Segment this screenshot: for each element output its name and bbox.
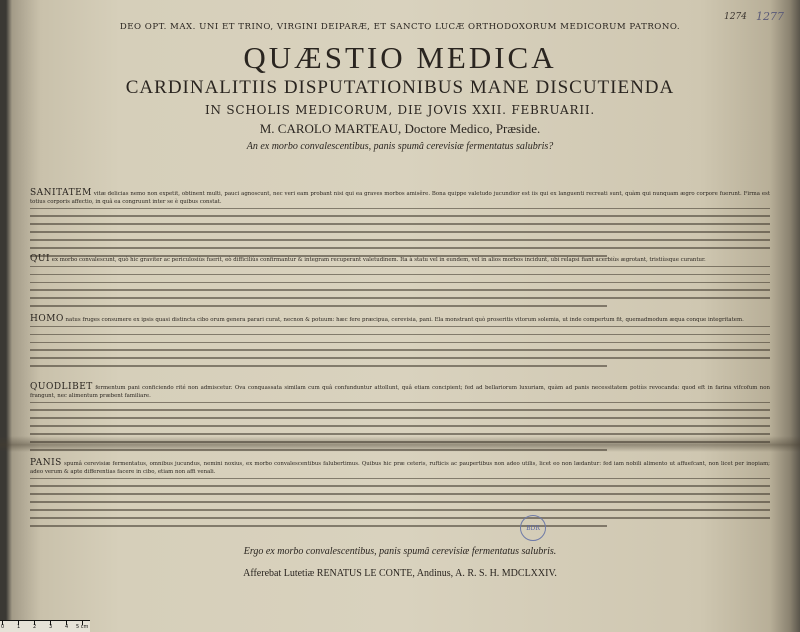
initial-word: SANITATEM bbox=[30, 188, 92, 198]
text-line bbox=[30, 342, 770, 344]
text-line bbox=[30, 417, 770, 419]
text-line bbox=[30, 305, 607, 307]
library-stamp: BDR bbox=[520, 515, 546, 541]
paragraph-4 bbox=[30, 384, 770, 457]
ruler-label: 3 bbox=[49, 624, 53, 630]
text-line bbox=[30, 517, 770, 519]
text-line bbox=[30, 274, 770, 276]
paragraph-text: fermentum pani conficiendo rité non admiscetur. Ova conquassata similam cum quâ confunduntur attollunt, quâ etiam concipient; fed ad bellariorum luxuriam, quàm ad panis necessitatem potiùs revocanda: quod eft in farina vifcofum non frangunt, nec alimentum præbent familiare. bbox=[30, 385, 770, 399]
text-line bbox=[30, 239, 770, 241]
text-line bbox=[30, 365, 607, 367]
paragraph-5 bbox=[30, 460, 770, 533]
place-date-line: IN SCHOLIS MEDICORUM, DIE JOVIS XXII. FEBRUARII. bbox=[204, 103, 596, 117]
conclusion-line: Ergo ex morbo convalescentibus, panis spumâ cerevisiæ fermentatus salubris. bbox=[243, 546, 557, 557]
paragraph-text: ex morbo convalescunt, quò hic graviter ac periculosiùs fuerit, eò difficiliùs confirmantur & integram recuperant valetudinem. Ita à statu vel in eundem, vel in alios morbos incidunt, ubi relapsi fiant acerbiùs ægrotant, tristiùsque curantur. bbox=[51, 257, 706, 263]
text-line bbox=[30, 266, 770, 268]
initial-word: HOMO bbox=[30, 314, 64, 324]
archive-number: 1277 bbox=[756, 10, 784, 23]
page-title: QUÆSTIO MEDICA bbox=[243, 40, 557, 75]
ruler-label: 0 bbox=[1, 624, 5, 630]
paragraph-text: natus fruges consumere ex ipsis quasi distincta cibo orum genera parari curat, necnon & potuum: hæc fere præcipua, cerevisia, pani. Ela monstrant quò proseritis vitorum solemia, ut inde compertum fit, quemadmodum æqua conque integritatem. bbox=[65, 317, 744, 323]
title-block bbox=[20, 22, 780, 152]
text-line bbox=[30, 501, 770, 503]
text-line bbox=[30, 247, 770, 249]
text-line bbox=[30, 282, 770, 284]
paragraph-3 bbox=[30, 316, 770, 373]
paragraph-2 bbox=[30, 256, 770, 313]
ruler-label: 2 bbox=[33, 624, 37, 630]
text-line bbox=[30, 289, 770, 291]
text-lines bbox=[30, 402, 770, 451]
text-line bbox=[30, 449, 607, 451]
text-line bbox=[30, 433, 770, 435]
text-line bbox=[30, 349, 770, 351]
text-lines bbox=[30, 208, 770, 257]
text-line bbox=[30, 231, 770, 233]
text-lines bbox=[30, 326, 770, 367]
ruler-label: 5 cm bbox=[76, 624, 89, 630]
text-line bbox=[30, 402, 770, 404]
text-line bbox=[30, 326, 770, 328]
text-line bbox=[30, 297, 770, 299]
text-line bbox=[30, 485, 770, 487]
text-lines bbox=[30, 478, 770, 527]
text-line bbox=[30, 334, 770, 336]
dedication-line: DEO OPT. MAX. UNI ET TRINO, VIRGINI DEIPARÆ, ET SANCTO LUCÆ ORTHODOXORUM MEDICORUM PATRONO. bbox=[119, 22, 681, 32]
paragraph-text: spumâ cerevisiæ fermentatus, omnibus jucundus, nemini noxius, ex morbo convalescentibus falubertimus. Quibus hic præ ceteris, rufticis ac paupertibus non adeo utilis, licet eo non lædantur: fed iam nobili alimento ut affuefcant, non licet per inopiam; adeo verum & apte differentias facere in cibo, etiam non affi venali. bbox=[30, 461, 770, 475]
initial-word: PANIS bbox=[30, 458, 62, 468]
assertion-line: Afferebat Lutetiæ RENATUS LE CONTE, Andinus, A. R. S. H. MDCLXXIV. bbox=[243, 568, 557, 579]
thesis-question: An ex morbo convalescentibus, panis spumâ cerevisiæ fermentatus salubris? bbox=[246, 141, 554, 152]
scale-ruler bbox=[0, 620, 90, 632]
text-line bbox=[30, 409, 770, 411]
folio-number: 1274 bbox=[724, 12, 747, 22]
text-line bbox=[30, 509, 770, 511]
ruler-label: 4 bbox=[65, 624, 69, 630]
text-lines bbox=[30, 266, 770, 307]
text-line bbox=[30, 478, 770, 480]
paragraph-1 bbox=[30, 190, 770, 263]
initial-word: QUODLIBET bbox=[30, 382, 93, 392]
ruler-label: 1 bbox=[17, 624, 21, 630]
paragraph-text: vitæ delicias nemo non expetit, obtinent multi, pauci agnoscunt, nec veri eam probant nisi qui ea graves morbos amisêre. Bona quippe valetudo jucundior est iis qui ex languenti recreati sunt, quàm qui nunquam ægro corpore fuerunt. Firma est totius corporis affectio, in quâ ea congruunt inter se è quibus constat. bbox=[30, 191, 770, 205]
text-line bbox=[30, 215, 770, 217]
presiding-line: M. CAROLO MARTEAU, Doctore Medico, Præside. bbox=[259, 121, 541, 136]
page-subtitle: CARDINALITIIS DISPUTATIONIBUS MANE DISCUTIENDA bbox=[125, 77, 675, 98]
text-line bbox=[30, 441, 770, 443]
text-line bbox=[30, 357, 770, 359]
text-line bbox=[30, 425, 770, 427]
text-line bbox=[30, 493, 770, 495]
initial-word: QUI bbox=[30, 254, 51, 264]
text-line bbox=[30, 208, 770, 210]
text-line bbox=[30, 223, 770, 225]
